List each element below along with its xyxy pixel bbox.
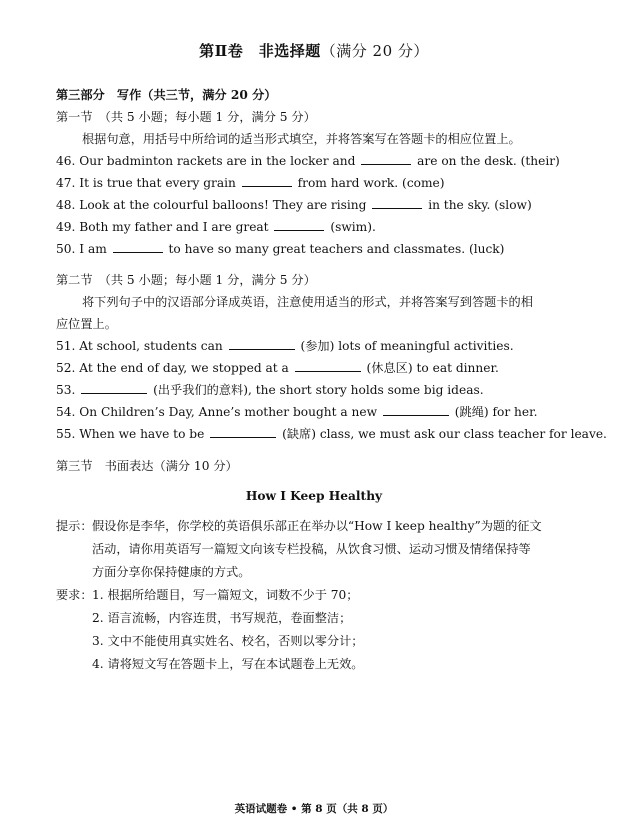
- hint-line3: 方面分享你保持健康的方式。: [92, 565, 251, 579]
- requirement-1: 1. 根据所给题目，写一篇短文，词数不少于 70；: [92, 588, 359, 602]
- answer-blank-53[interactable]: [81, 382, 147, 394]
- question-50: 50. I am to have so many great teachers and classmates. (luck): [56, 242, 505, 256]
- answer-blank-54[interactable]: [383, 404, 449, 416]
- requirement-2: 2. 语言流畅，内容连贯，书写规范，卷面整洁；: [92, 611, 352, 625]
- title-score: （满分 20 分）: [320, 42, 429, 60]
- requirement-3: 3. 文中不能使用真实姓名、校名，否则以零分计；: [92, 634, 364, 648]
- question-48: 48. Look at the colourful balloons! They are rising in the sky. (slow): [56, 198, 532, 212]
- question-52: 52. At the end of day, we stopped at a (休息区) to eat dinner.: [56, 361, 499, 375]
- question-55: 55. When we have to be (缺席) class, we must ask our class teacher for leave.: [56, 427, 607, 441]
- answer-blank-52[interactable]: [295, 360, 361, 372]
- hint-line1: 假设你是李华，你学校的英语俱乐部正在举办以“How I keep healthy”为题的征文: [92, 519, 542, 533]
- section1-header: 第一节 （共 5 小题；每小题 1 分，满分 5 分）: [56, 110, 316, 124]
- essay-title: How I Keep Healthy: [245, 489, 383, 503]
- answer-blank-55[interactable]: [210, 426, 276, 438]
- hint-line2: 活动，请你用英语写一篇短文向该专栏投稿，从饮食习惯、运动习惯及情绪保持等: [92, 542, 531, 556]
- requirement-label: 要求：: [56, 588, 93, 602]
- section3-header: 第三节 书面表达（满分 10 分）: [56, 459, 238, 473]
- section2-header: 第二节 （共 5 小题；每小题 1 分，满分 5 分）: [56, 273, 316, 287]
- question-51: 51. At school, students can (参加) lots of meaningful activities.: [56, 339, 514, 353]
- page-title: [0, 40, 628, 61]
- requirement-4: 4. 请将短文写在答题卡上，写在本试题卷上无效。: [92, 657, 364, 671]
- title-main: 第Ⅱ卷 非选择题: [199, 42, 321, 60]
- question-54: 54. On Children’s Day, Anne’s mother bought a new (跳绳) for her.: [56, 405, 538, 419]
- answer-blank-47[interactable]: [242, 175, 292, 187]
- answer-blank-50[interactable]: [113, 241, 163, 253]
- answer-blank-46[interactable]: [361, 153, 411, 165]
- part3-label: 第三部分 写作（共三节，满分 20 分）: [56, 88, 277, 102]
- answer-blank-51[interactable]: [229, 338, 295, 350]
- question-47: 47. It is true that every grain from hard work. (come): [56, 176, 445, 190]
- section1-instruction: 根据句意，用括号中所给词的适当形式填空，并将答案写在答题卡的相应位置上。: [82, 132, 521, 146]
- answer-blank-49[interactable]: [274, 219, 324, 231]
- section2-instruction-line2: 应位置上。: [56, 317, 117, 331]
- question-53: 53. (出乎我们的意料), the short story holds some big ideas.: [56, 383, 484, 397]
- page-footer: 英语试题卷 • 第 8 页（共 8 页）: [234, 803, 394, 815]
- question-49: 49. Both my father and I are great (swim).: [56, 220, 376, 234]
- question-46: 46. Our badminton rackets are in the locker and are on the desk. (their): [56, 154, 560, 168]
- section2-instruction-line1: 将下列句子中的汉语部分译成英语，注意使用适当的形式，并将答案写到答题卡的相: [82, 295, 533, 309]
- answer-blank-48[interactable]: [372, 197, 422, 209]
- hint-label: 提示：: [56, 519, 93, 533]
